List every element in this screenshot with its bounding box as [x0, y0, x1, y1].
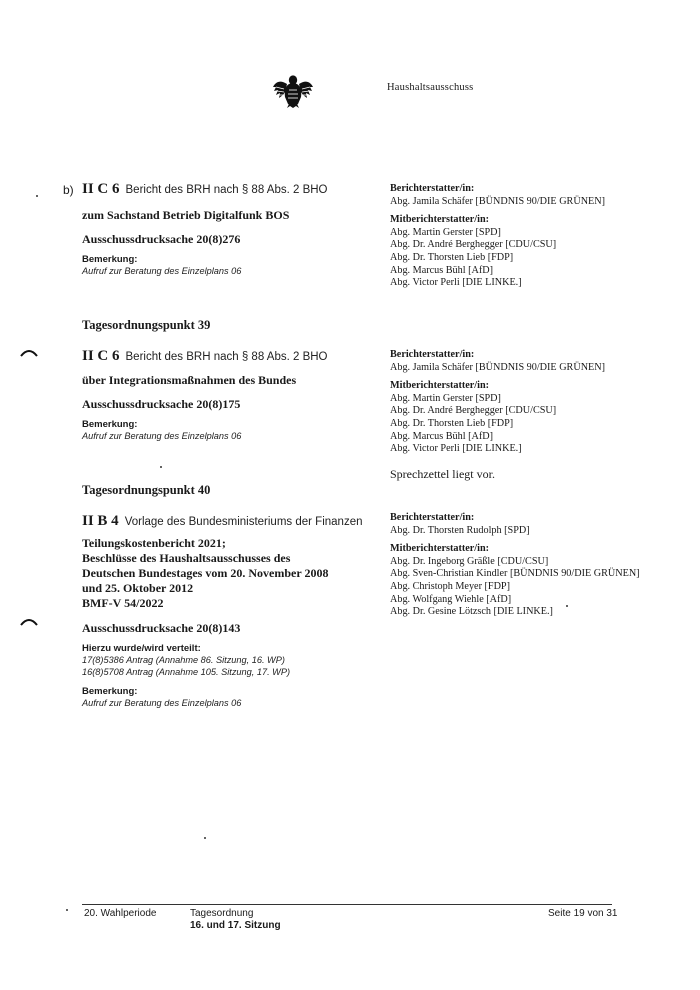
remark-label: Bemerkung: — [82, 686, 138, 697]
item-drucksache: Ausschussdrucksache 20(8)276 — [82, 232, 241, 246]
co-rapporteur-name: Abg. Dr. André Berghegger [CDU/CSU] — [390, 405, 557, 417]
co-rapporteur-name: Abg. Marcus Bühl [AfD] — [390, 430, 493, 442]
federal-eagle-logo — [272, 70, 314, 108]
item-code: II B 4 — [82, 513, 119, 529]
rapporteur-label: Berichterstatter/in: — [390, 349, 475, 360]
item-description: Bericht des BRH nach § 88 Abs. 2 BHO — [125, 184, 328, 196]
co-rapporteur-label: Mitberichterstatter/in: — [390, 543, 489, 555]
co-rapporteur-label: Mitberichterstatter/in: — [390, 380, 489, 392]
item-subject-line: und 25. Oktober 2012 — [82, 581, 194, 595]
agenda-item-heading — [82, 512, 382, 530]
footer-rule — [82, 904, 612, 905]
distributed-document: 17(8)5386 Antrag (Annahme 86. Sitzung, 16. WP) — [82, 655, 285, 665]
co-rapporteur-name: Abg. Dr. Thorsten Lieb [FDP] — [390, 417, 514, 429]
rapporteur-name: Abg. Dr. Thorsten Rudolph [SPD] — [390, 524, 530, 536]
punch-hole-mark — [20, 616, 38, 626]
item-drucksache: Ausschussdrucksache 20(8)143 — [82, 621, 241, 635]
co-rapporteur-label: Mitberichterstatter/in: — [390, 214, 489, 226]
item-description: Vorlage des Bundesministeriums der Finanzen — [124, 516, 363, 528]
co-rapporteur-name: Abg. Victor Perli [DIE LINKE.] — [390, 277, 522, 289]
item-description: Bericht des BRH nach § 88 Abs. 2 BHO — [125, 351, 328, 363]
footer-document: Tagesordnung — [190, 908, 254, 919]
co-rapporteur-name: Abg. Christoph Meyer [FDP] — [390, 580, 510, 592]
co-rapporteur-name: Abg. Dr. André Berghegger [CDU/CSU] — [390, 239, 557, 251]
item-subject-line: Deutschen Bundestages vom 20. November 2008 — [82, 566, 329, 580]
co-rapporteur-name: Abg. Dr. Ingeborg Gräßle [CDU/CSU] — [390, 555, 549, 567]
item-subject: über Integrationsmaßnahmen des Bundes — [82, 373, 297, 387]
speaking-note: Sprechzettel liegt vor. — [390, 467, 495, 481]
agenda-item-heading — [82, 180, 382, 198]
scan-dot — [204, 837, 206, 839]
scan-dot — [160, 466, 162, 468]
co-rapporteur-name: Abg. Martin Gerster [SPD] — [390, 392, 501, 404]
co-rapporteur-name: Abg. Martin Gerster [SPD] — [390, 226, 501, 238]
scan-dot — [36, 195, 38, 197]
rapporteur-name: Abg. Jamila Schäfer [BÜNDNIS 90/DIE GRÜNEN] — [390, 195, 606, 207]
committee-title: Haushaltsausschuss — [387, 82, 474, 93]
rapporteur-name: Abg. Jamila Schäfer [BÜNDNIS 90/DIE GRÜNEN] — [390, 361, 606, 373]
remark-label: Bemerkung: — [82, 254, 138, 265]
item-drucksache: Ausschussdrucksache 20(8)175 — [82, 397, 241, 411]
distributed-label: Hierzu wurde/wird verteilt: — [82, 643, 201, 654]
agenda-point-title: Tagesordnungspunkt 39 — [82, 318, 211, 332]
remark-label: Bemerkung: — [82, 419, 138, 430]
item-code: II C 6 — [82, 348, 120, 364]
co-rapporteur-name: Abg. Marcus Bühl [AfD] — [390, 264, 493, 276]
co-rapporteur-name: Abg. Dr. Thorsten Lieb [FDP] — [390, 251, 514, 263]
rapporteur-label: Berichterstatter/in: — [390, 512, 475, 523]
agenda-point-title: Tagesordnungspunkt 40 — [82, 483, 211, 497]
distributed-document: 16(8)5708 Antrag (Annahme 105. Sitzung, 17. WP) — [82, 667, 291, 677]
remark-text: Aufruf zur Beratung des Einzelplans 06 — [82, 431, 242, 441]
co-rapporteur-name: Abg. Sven-Christian Kindler [BÜNDNIS 90/DIE GRÜNEN] — [390, 568, 640, 580]
item-code: II C 6 — [82, 181, 120, 197]
rapporteur-block — [390, 183, 690, 290]
footer-page-number: Seite 19 von 31 — [548, 908, 618, 919]
item-subject-line: Teilungskostenbericht 2021; — [82, 536, 226, 550]
remark-text: Aufruf zur Beratung des Einzelplans 06 — [82, 698, 242, 708]
scan-dot — [66, 909, 68, 911]
item-subject-line: Beschlüsse des Haushaltsausschusses des — [82, 551, 291, 565]
punch-hole-mark — [20, 347, 38, 357]
footer-session: 16. und 17. Sitzung — [190, 920, 281, 931]
rapporteur-label: Berichterstatter/in: — [390, 183, 475, 194]
rapporteur-block — [390, 512, 690, 619]
co-rapporteur-name: Abg. Dr. Gesine Lötzsch [DIE LINKE.] — [390, 606, 553, 618]
item-subject-line: BMF-V 54/2022 — [82, 596, 164, 610]
agenda-item-heading — [82, 347, 382, 365]
co-rapporteur-name: Abg. Wolfgang Wiehle [AfD] — [390, 593, 512, 605]
co-rapporteur-name: Abg. Victor Perli [DIE LINKE.] — [390, 443, 522, 455]
footer-period: 20. Wahlperiode — [84, 908, 157, 919]
remark-text: Aufruf zur Beratung des Einzelplans 06 — [82, 266, 242, 276]
rapporteur-block — [390, 349, 690, 456]
item-marker: b) — [63, 183, 74, 197]
item-subject: zum Sachstand Betrieb Digitalfunk BOS — [82, 208, 290, 222]
